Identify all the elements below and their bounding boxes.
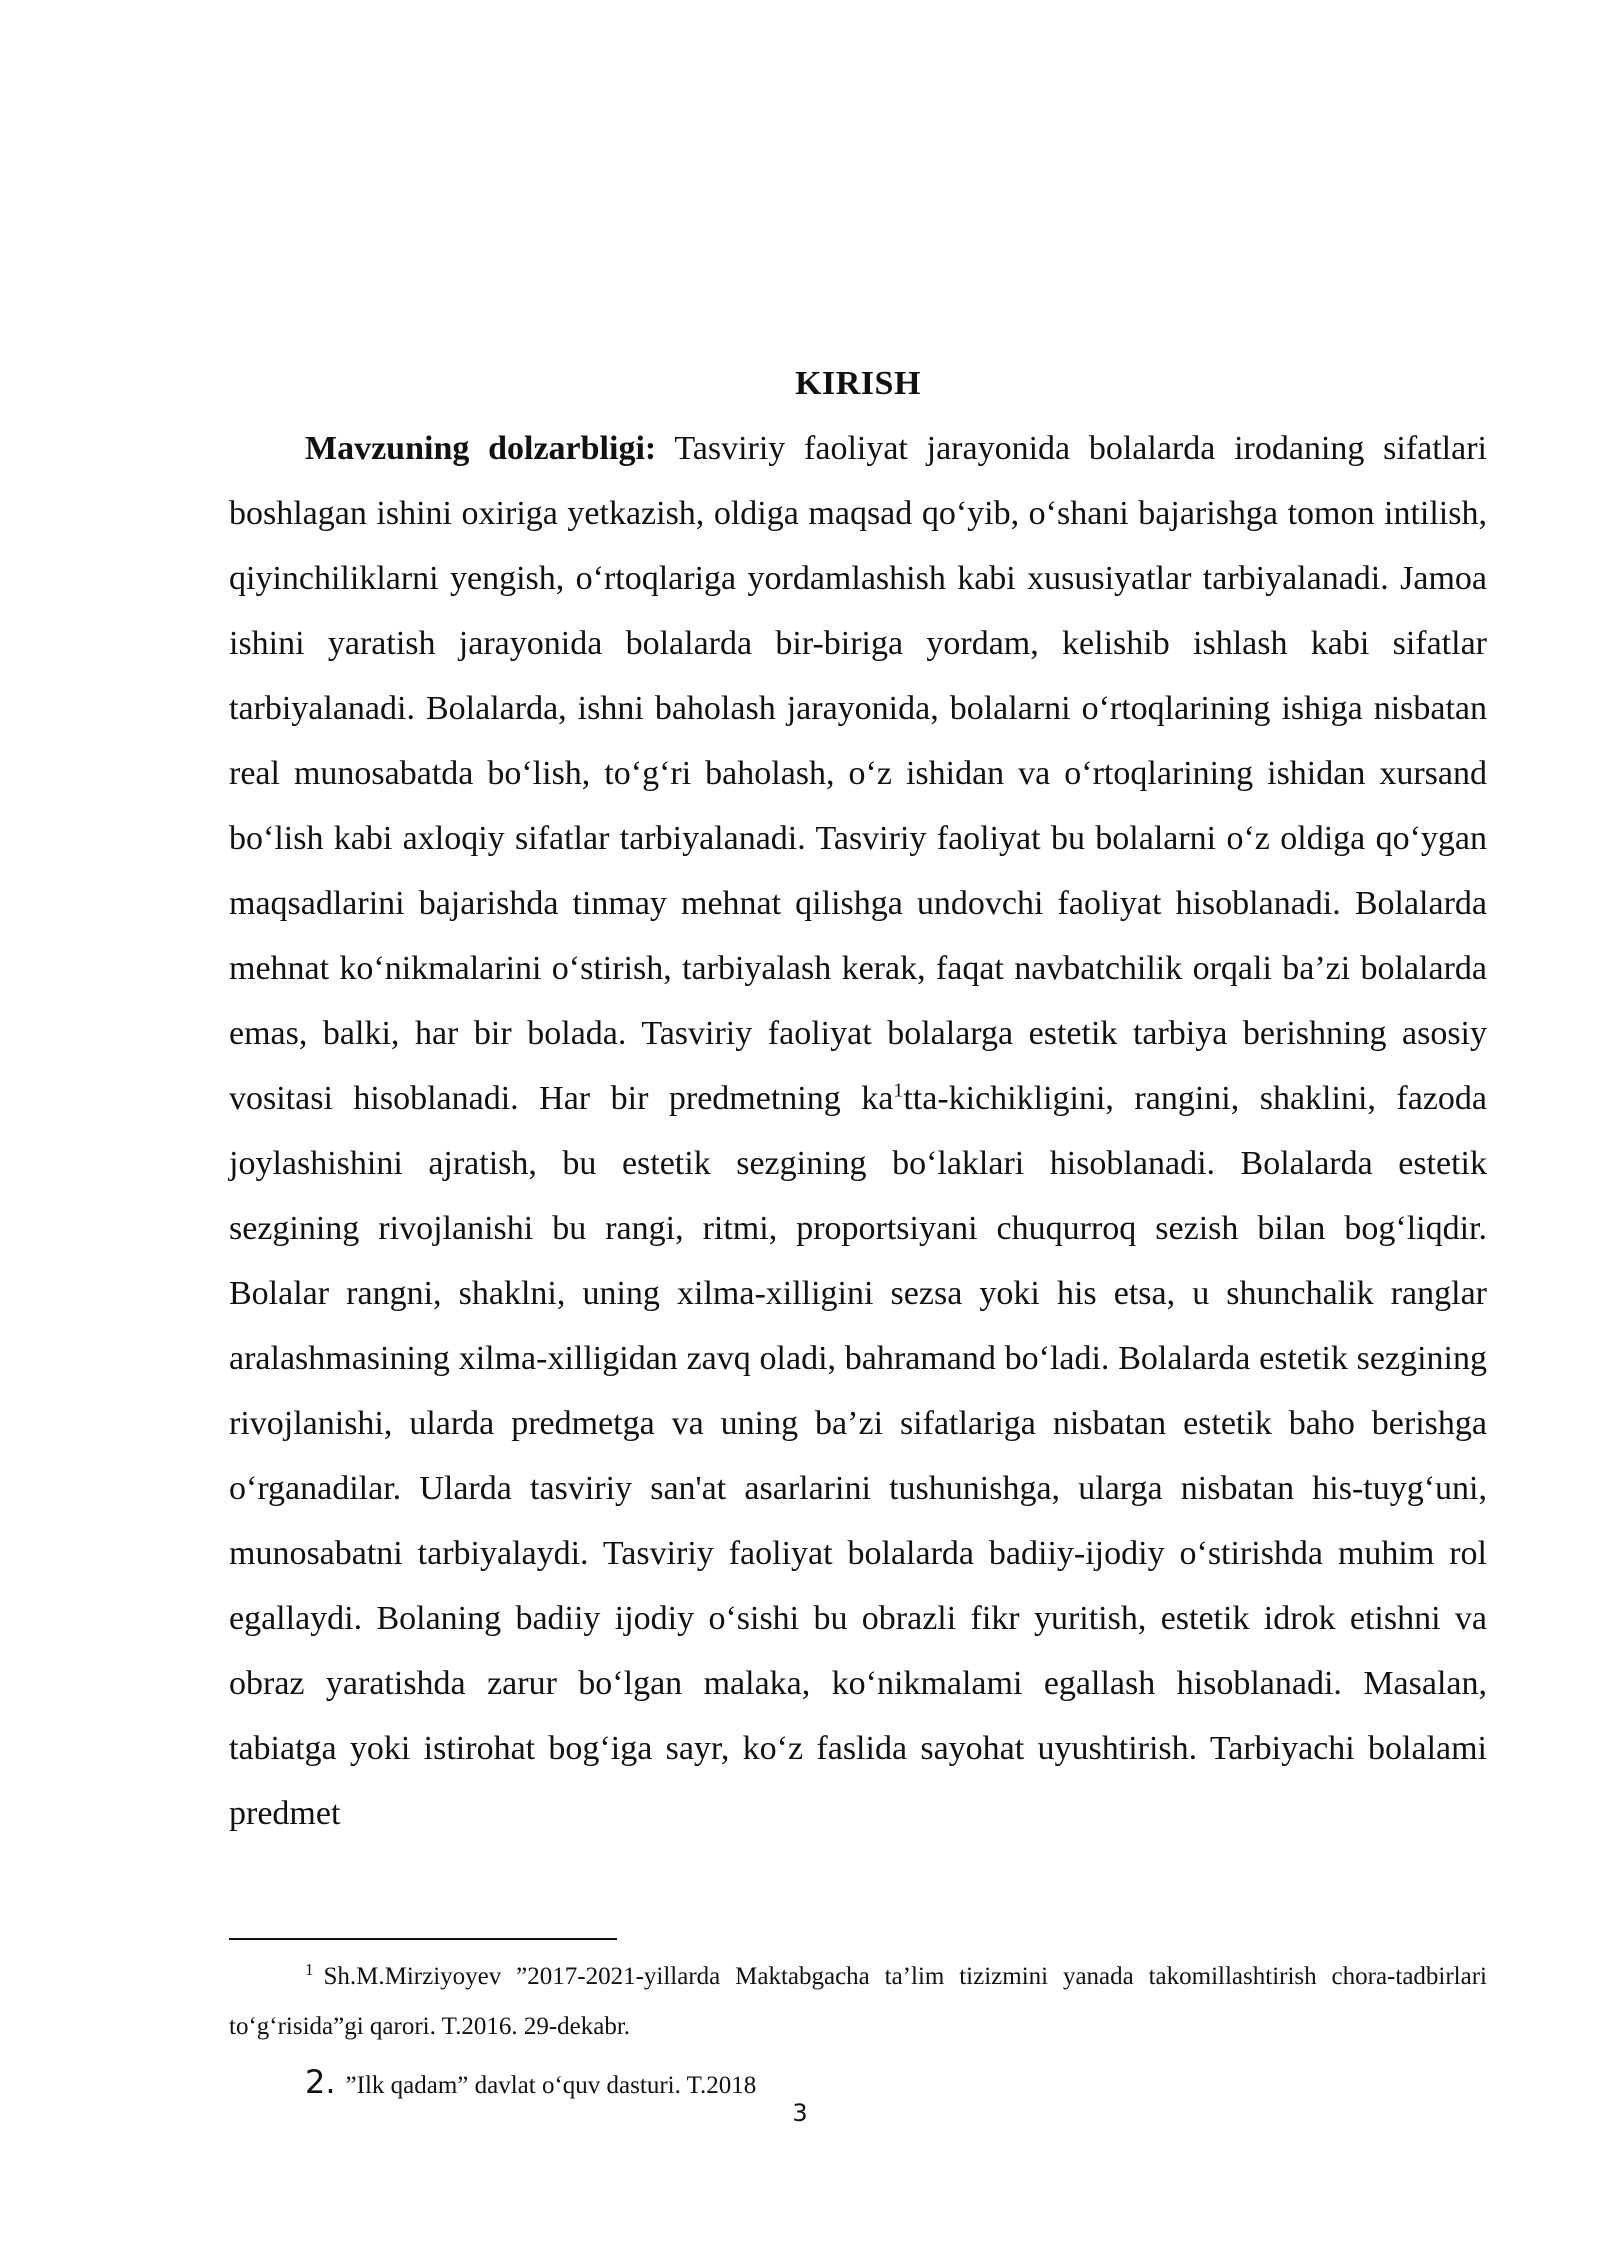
page-title: KIRISH — [795, 365, 921, 402]
body-text-part-2: tta-kichikligini, rangini, shaklini, fazoda joylashishini ajratish, bu estetik sezgining bo‘laklari hisoblanadi. Bolalarda estetik sezgining rivojlanishi bu rangi, ritmi, proportsiyani chuqurroq sezish bilan bog‘liqdir. Bolalar rangni, shaklni, uning xilma-xilligini sezsa yoki his etsa, u shunchalik ranglar aralashmasining xilma-xilligidan zavq oladi, bahramand bo‘ladi. Bolalarda estetik sezgining rivojlanishi, ularda predmetga va uning ba’zi sifatlariga nisbatan estetik baho berishga o‘rganadilar. Ularda tasviriy san'at asarlarini tushunishga, ularga nisbatan his-tuyg‘uni, munosabatni tarbiyalaydi. Tasviriy faoliyat bolalarda badiiy-ijodiy o‘stirishda muhim rol egallaydi. Bolaning badiiy ijodiy o‘sishi bu obrazli fikr yuritish, estetik idrok etishni va obraz yaratishda zarur bo‘lgan malaka, ko‘nikmalami egallash hisoblanadi. Masalan, tabiatga yoki istirohat bog‘iga sayr, ko‘z faslida sayohat uyushtirish. Tarbiyachi bolalami predmet — [229, 1080, 1487, 1832]
footnote-1 — [229, 1952, 1487, 2052]
section-lead: Mavzuning dolzarbligi: — [305, 430, 657, 467]
footnote-2-text: ”Ilk qadam” davlat o‘quv dasturi. T.2018 — [345, 2072, 757, 2099]
page-number: 3 — [792, 2099, 808, 2127]
document-page — [229, 362, 1487, 1846]
footnote-2-number: 2. — [305, 2063, 336, 2101]
footnote-1-text: Sh.M.Mirziyoyev ”2017-2021-yillarda Maktabgacha ta’lim tizizmini yanada takomillashtirish chora-tadbirlari to‘g‘risida”gi qarori. T.2016. 29-dekabr. — [229, 1963, 1487, 2040]
footnotes — [229, 1952, 1487, 2106]
body-text-part-1: Tasviriy faoliyat jarayonida bolalarda irodaning sifatlari boshlagan ishini oxiriga yetkazish, oldiga maqsad qo‘yib, o‘shani bajarishga tomon intilish, qiyinchiliklarni yengish, o‘rtoqlariga yordamlashish kabi xususiyatlar tarbiyalanadi. Jamoa ishini yaratish jarayonida bolalarda bir-biriga yordam, kelishib ishlash kabi sifatlar tarbiyalanadi. Bolalarda, ishni baholash jarayonida, bolalarni o‘rtoqlarining ishiga nisbatan real munosabatda bo‘lish, to‘g‘ri baholash, o‘z ishidan va o‘rtoqlarining ishidan xursand bo‘lish kabi axloqiy sifatlar tarbiyalanadi. Tasviriy faoliyat bu bolalarni o‘z oldiga qo‘ygan maqsadlarini bajarishda tinmay mehnat qilishga undovchi faoliyat hisoblanadi. Bolalarda mehnat ko‘nikmalarini o‘stirish, tarbiyalash kerak, faqat navbatchilik orqali ba’zi bolalarda emas, balki, har bir bolada. Tasviriy faoliyat bolalarga estetik tarbiya berishning asosiy vositasi hisoblanadi. Har bir predmetning ka — [229, 430, 1487, 1117]
footnote-1-number: 1 — [305, 1959, 314, 1979]
footnote-reference[interactable]: 1 — [893, 1079, 904, 1102]
footnote-separator — [229, 1938, 617, 1940]
body-paragraph — [229, 416, 1487, 1846]
